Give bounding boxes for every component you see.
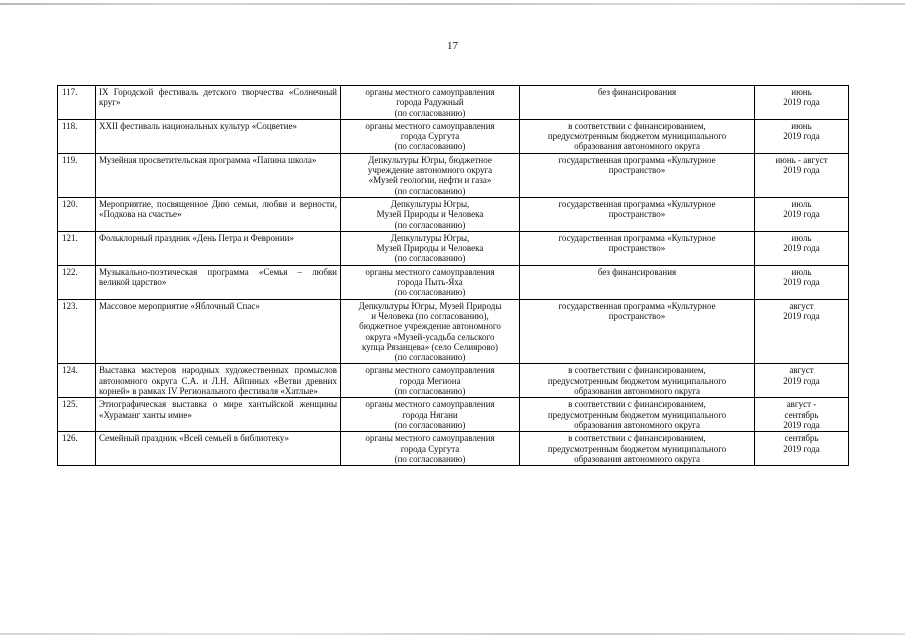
- event-date-line: сентябрь: [784, 433, 819, 444]
- organizer-line: Музей Природы и Человека: [376, 209, 484, 220]
- event-date-line: 2019 года: [783, 209, 820, 220]
- event-name: IX Городской фестиваль детского творчества «Солнечный круг»: [96, 86, 341, 120]
- event-date-line: 2019 года: [783, 277, 820, 288]
- organizer-line: города Радужный: [396, 97, 464, 108]
- organizer: [341, 231, 520, 265]
- financing-line: предусмотренным бюджетом муниципального: [547, 131, 727, 142]
- organizer-line: города Сургута: [400, 443, 460, 454]
- organizer-line: (по согласованию): [394, 185, 466, 196]
- event-date-line: сентябрь: [784, 409, 819, 420]
- organizer-line: органы местного самоуправления: [365, 433, 495, 444]
- financing: [520, 398, 755, 432]
- event-name: Выставка мастеров народных художественных промыслов автономного округа С.А. и Л.Н. Айпиных «Ветви древних корней» в рамках IV Регионального фестиваля «Хатлые»: [96, 364, 341, 398]
- event-date-line: август: [789, 365, 814, 376]
- table-row: [58, 119, 849, 153]
- organizer-line: Депкультуры Югры,: [390, 198, 470, 209]
- organizer-line: учреждение автономного округа: [367, 165, 493, 176]
- row-number: 123.: [58, 299, 96, 364]
- organizer-line: «Музей геологии, нефти и газа»: [368, 175, 492, 186]
- event-date-line: 2019 года: [783, 375, 820, 386]
- financing-line: государственная программа «Культурное: [558, 300, 716, 311]
- financing-line: пространство»: [608, 165, 666, 176]
- event-date-line: 2019 года: [783, 419, 820, 430]
- row-number: 126.: [58, 432, 96, 466]
- organizer-line: органы местного самоуправления: [365, 365, 495, 376]
- table-row: [58, 299, 849, 364]
- event-date: [755, 364, 849, 398]
- financing-line: пространство»: [608, 209, 666, 220]
- financing: [520, 231, 755, 265]
- table-row: [58, 231, 849, 265]
- organizer-line: органы местного самоуправления: [365, 266, 495, 277]
- organizer-line: (по согласованию): [394, 253, 466, 264]
- event-date: [755, 265, 849, 299]
- financing-line: образования автономного округа: [574, 453, 700, 464]
- event-date-line: июнь - август: [775, 154, 828, 165]
- event-date: [755, 299, 849, 364]
- organizer-line: города Пыть-Яха: [397, 277, 463, 288]
- organizer-line: (по согласованию): [394, 141, 466, 152]
- event-date-line: 2019 года: [783, 310, 820, 321]
- event-date-line: июнь: [791, 120, 812, 131]
- organizer-line: и Человека (по согласованию),: [371, 310, 489, 321]
- financing-line: в соответствии с финансированием,: [568, 365, 706, 376]
- table-row: [58, 86, 849, 120]
- financing-line: государственная программа «Культурное: [558, 198, 716, 209]
- financing-line: пространство»: [608, 310, 666, 321]
- organizer: [341, 265, 520, 299]
- financing: [520, 153, 755, 197]
- financing: [520, 364, 755, 398]
- event-date-line: 2019 года: [783, 443, 820, 454]
- event-name: Массовое мероприятие «Яблочный Спас»: [96, 299, 341, 364]
- event-name: Семейный праздник «Всей семьей в библиотеку»: [96, 432, 341, 466]
- financing: [520, 265, 755, 299]
- financing: [520, 432, 755, 466]
- financing-line: в соответствии с финансированием,: [568, 120, 706, 131]
- table-row: [58, 153, 849, 197]
- table-body: [58, 86, 849, 466]
- organizer-line: (по согласованию): [394, 352, 466, 363]
- page-number: 17: [447, 40, 458, 52]
- financing-line: без финансирования: [597, 266, 677, 277]
- row-number: 124.: [58, 364, 96, 398]
- event-date-line: июнь: [791, 87, 812, 97]
- scan-edge-bottom: [0, 633, 905, 635]
- organizer: [341, 153, 520, 197]
- organizer-line: бюджетное учреждение автономного: [359, 321, 501, 332]
- financing-line: образования автономного округа: [574, 419, 700, 430]
- event-name: Этнографическая выставка о мире хантыйской женщины «Хураманг ханты имие»: [96, 398, 341, 432]
- event-date: [755, 153, 849, 197]
- financing-line: государственная программа «Культурное: [558, 232, 716, 243]
- organizer-line: Депкультуры Югры, бюджетное: [368, 154, 492, 165]
- financing-line: пространство»: [608, 243, 666, 254]
- financing-line: государственная программа «Культурное: [558, 154, 716, 165]
- organizer-line: купца Рязанцева» (село Селиярово): [361, 341, 499, 352]
- organizer-line: Депкультуры Югры,: [390, 232, 470, 243]
- organizer: [341, 299, 520, 364]
- financing: [520, 299, 755, 364]
- row-number: 117.: [58, 86, 96, 120]
- organizer: [341, 197, 520, 231]
- organizer: [341, 364, 520, 398]
- organizer-line: (по согласованию): [394, 107, 466, 118]
- row-number: 119.: [58, 153, 96, 197]
- organizer-line: Депкультуры Югры, Музей Природы: [358, 300, 502, 311]
- events-table: [57, 85, 849, 466]
- organizer-line: Музей Природы и Человека: [376, 243, 484, 254]
- row-number: 118.: [58, 119, 96, 153]
- event-date-line: август -: [786, 399, 817, 410]
- organizer: [341, 432, 520, 466]
- event-date: [755, 231, 849, 265]
- financing-line: без финансирования: [597, 87, 677, 97]
- organizer-line: (по согласованию): [394, 287, 466, 298]
- event-name: Музейная просветительская программа «Папина школа»: [96, 153, 341, 197]
- organizer-line: (по согласованию): [394, 419, 466, 430]
- event-date-line: 2019 года: [783, 165, 820, 176]
- financing-line: образования автономного округа: [574, 386, 700, 397]
- event-date-line: июль: [791, 232, 812, 243]
- event-date-line: 2019 года: [783, 97, 820, 108]
- organizer-line: органы местного самоуправления: [365, 120, 495, 131]
- row-number: 125.: [58, 398, 96, 432]
- event-date: [755, 86, 849, 120]
- event-name: Фольклорный праздник «День Петра и Февронии»: [96, 231, 341, 265]
- event-date: [755, 119, 849, 153]
- event-date: [755, 398, 849, 432]
- event-name: Мероприятие, посвященное Дню семьи, любви и верности, «Подкова на счастье»: [96, 197, 341, 231]
- financing: [520, 86, 755, 120]
- organizer-line: города Мегиона: [399, 375, 461, 386]
- event-date: [755, 432, 849, 466]
- row-number: 121.: [58, 231, 96, 265]
- financing: [520, 119, 755, 153]
- organizer: [341, 119, 520, 153]
- table-row: [58, 432, 849, 466]
- event-date-line: июль: [791, 198, 812, 209]
- organizer-line: (по согласованию): [394, 453, 466, 464]
- organizer-line: (по согласованию): [394, 219, 466, 230]
- organizer: [341, 86, 520, 120]
- table-row: [58, 398, 849, 432]
- event-date-line: июль: [791, 266, 812, 277]
- event-date-line: 2019 года: [783, 131, 820, 142]
- event-date: [755, 197, 849, 231]
- organizer-line: города Сургута: [400, 131, 460, 142]
- organizer: [341, 398, 520, 432]
- event-date-line: август: [789, 300, 814, 311]
- table-row: [58, 364, 849, 398]
- financing-line: в соответствии с финансированием,: [568, 399, 706, 410]
- table-row: [58, 197, 849, 231]
- table-row: [58, 265, 849, 299]
- financing-line: предусмотренным бюджетом муниципального: [547, 443, 727, 454]
- organizer-line: органы местного самоуправления: [365, 399, 495, 410]
- financing-line: предусмотренным бюджетом муниципального: [547, 375, 727, 386]
- event-name: XXII фестиваль национальных культур «Соцветие»: [96, 119, 341, 153]
- financing: [520, 197, 755, 231]
- organizer-line: органы местного самоуправления: [365, 87, 495, 97]
- row-number: 122.: [58, 265, 96, 299]
- financing-line: предусмотренным бюджетом муниципального: [547, 409, 727, 420]
- event-name: Музыкально-поэтическая программа «Семья – любви великой царство»: [96, 265, 341, 299]
- scan-edge-top: [0, 3, 905, 5]
- organizer-line: округа «Музей-усадьба сельского: [365, 331, 495, 342]
- organizer-line: города Нягани: [402, 409, 458, 420]
- row-number: 120.: [58, 197, 96, 231]
- financing-line: в соответствии с финансированием,: [568, 433, 706, 444]
- financing-line: образования автономного округа: [574, 141, 700, 152]
- organizer-line: (по согласованию): [394, 386, 466, 397]
- event-date-line: 2019 года: [783, 243, 820, 254]
